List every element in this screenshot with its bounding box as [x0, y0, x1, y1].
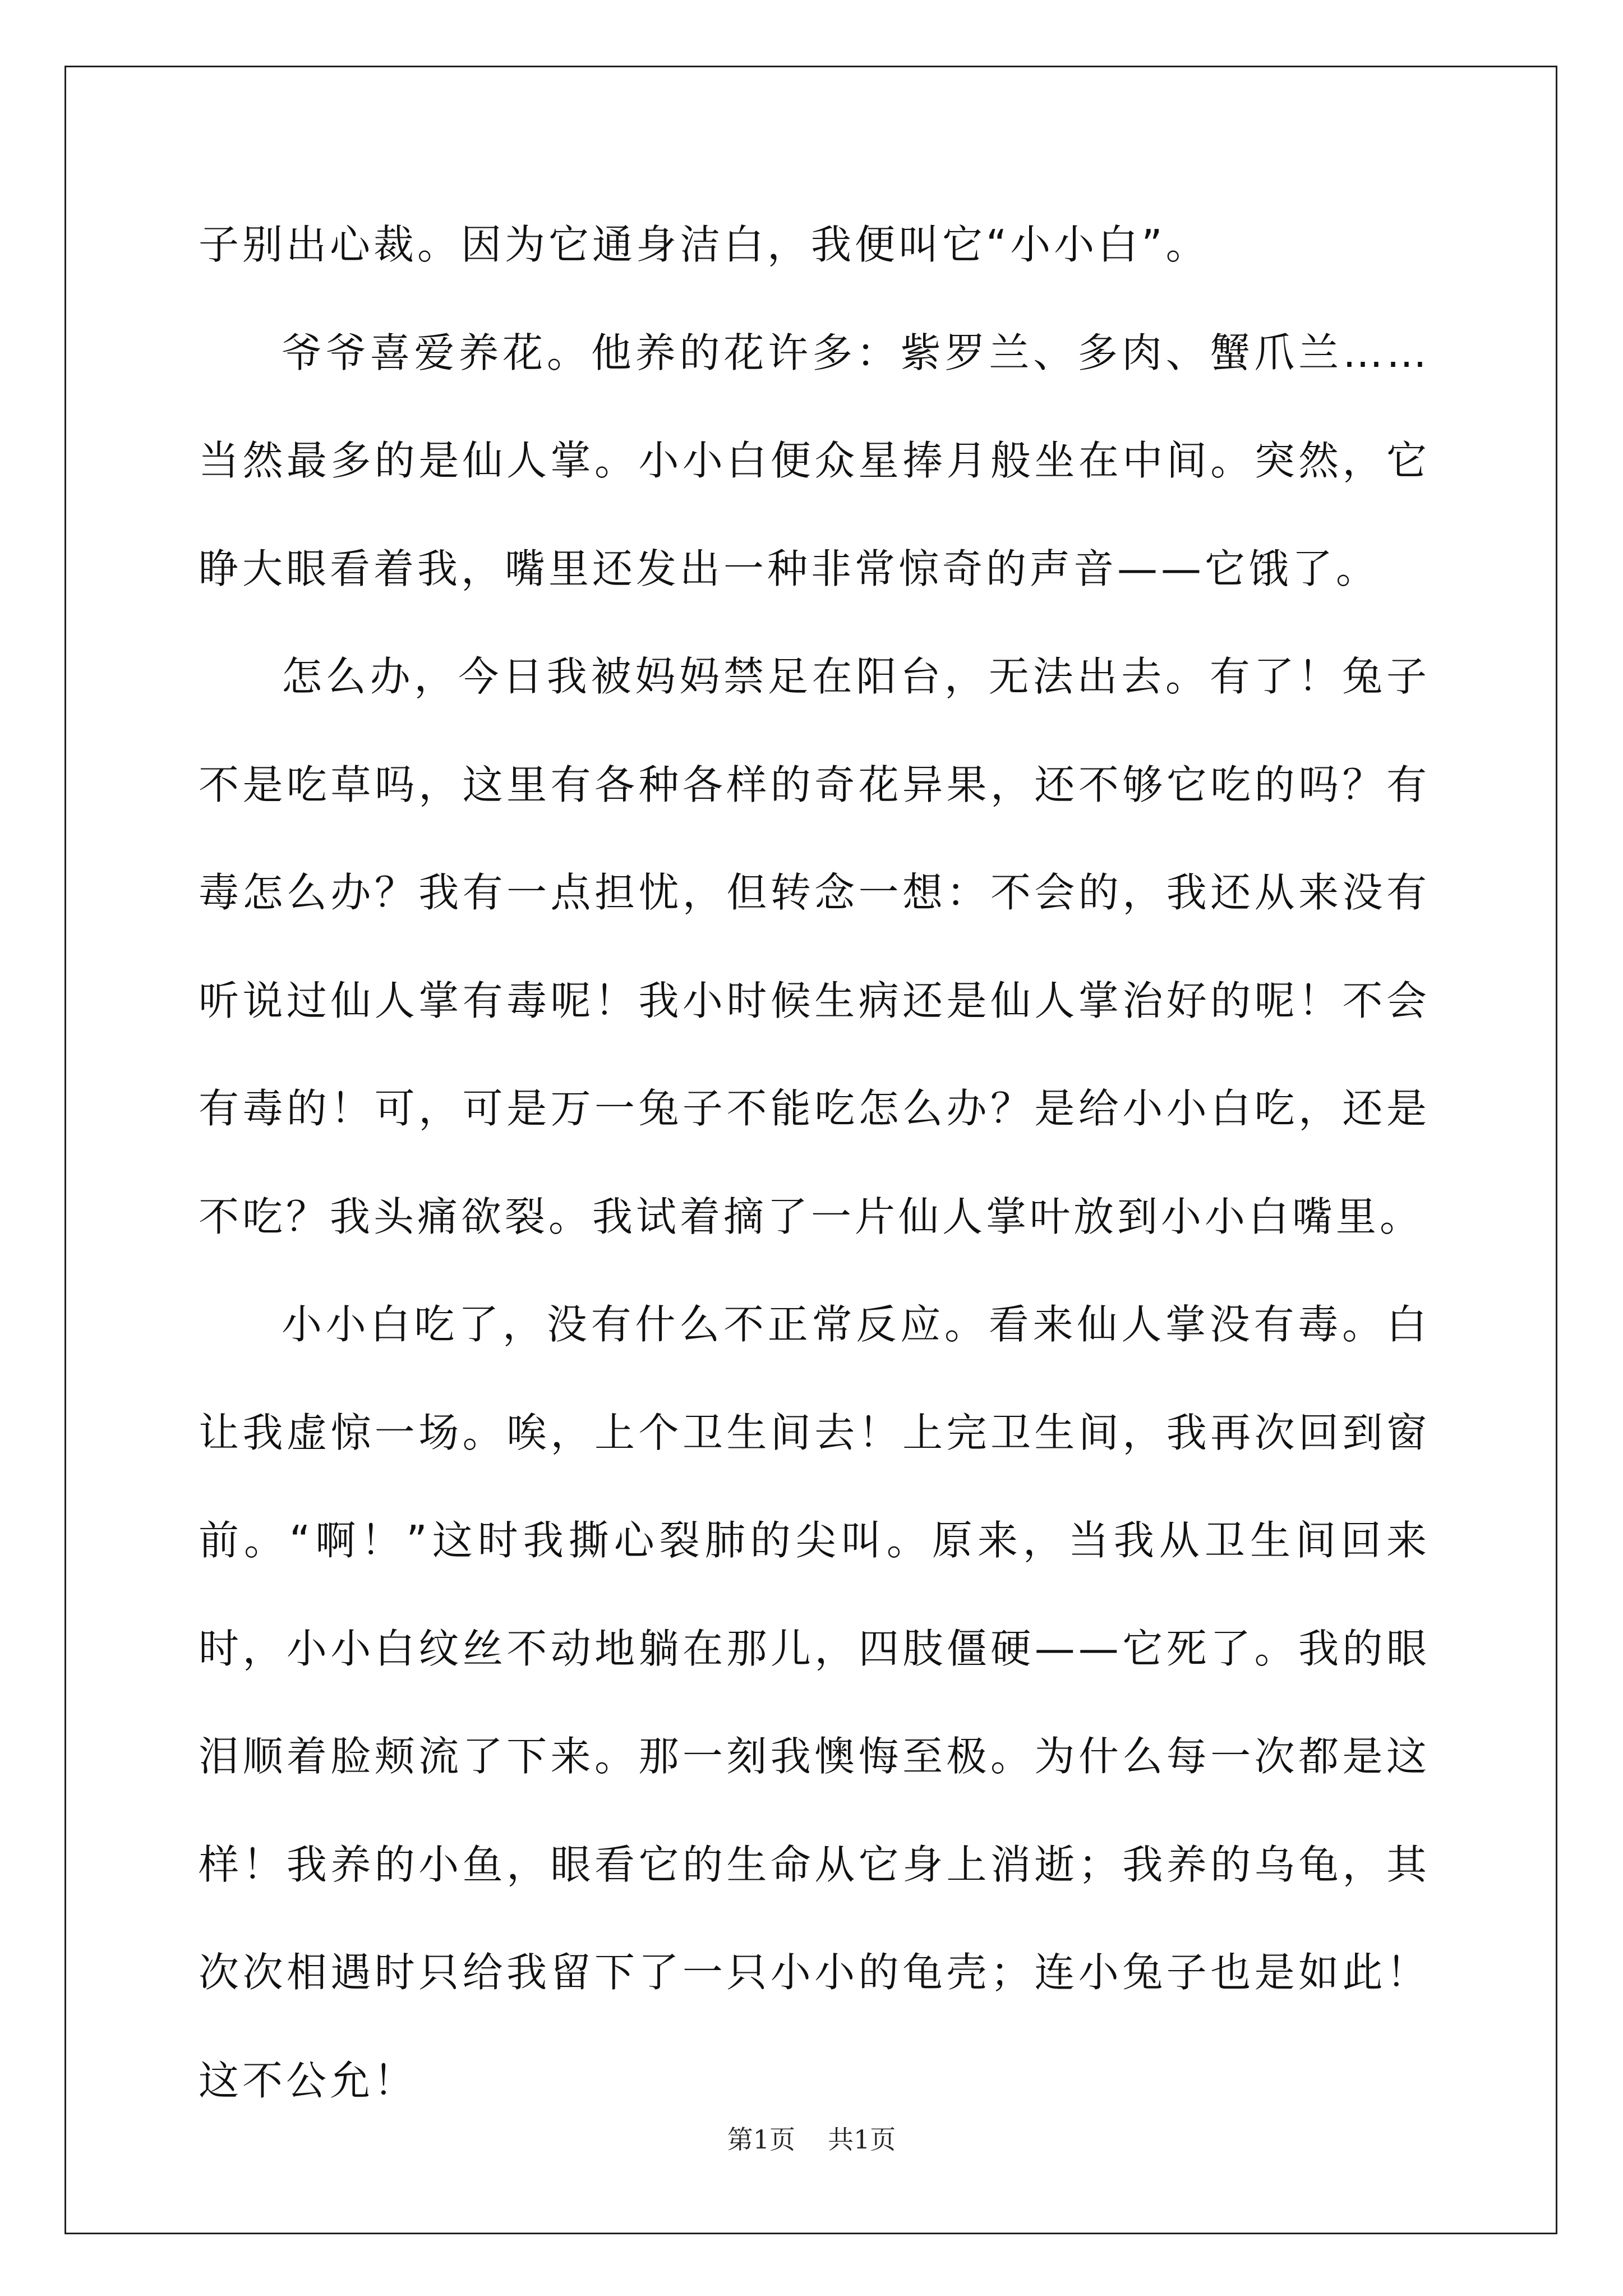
page-footer [0, 2119, 1623, 2156]
document-body [199, 191, 1430, 2134]
paragraph-3: 怎么办，今日我被妈妈禁足在阳台，无法出去。有了！兔子不是吃草吗，这里有各种各样的奇花异果，还不够它吃的吗？有毒怎么办？我有一点担忧，但转念一想：不会的，我还从来没有听说过仙人掌有毒呢！我小时候生病还是仙人掌治好的呢！不会有毒的！可，可是万一兔子不能吃怎么办？是给小小白吃，还是不吃？我头痛欲裂。我试着摘了一片仙人掌叶放到小小白嘴里。 [199, 653, 1430, 1240]
paragraph-4: 小小白吃了，没有什么不正常反应。看来仙人掌没有毒。白让我虚惊一场。唉，上个卫生间去！上完卫生间，我再次回到窗前。“啊！”这时我撕心裂肺的尖叫。原来，当我从卫生间回来时，小小白纹丝不动地躺在那儿，四肢僵硬——它死了。我的眼泪顺着脸颊流了下来。那一刻我懊悔至极。为什么每一次都是这样！我养的小鱼，眼看它的生命从它身上消逝；我养的乌龟，其次次相遇时只给我留下了一只小小的龟壳；连小兔子也是如此！这不公允！ [199, 1301, 1430, 2104]
page-number: 第1页 [727, 2124, 795, 2155]
page-total: 共1页 [828, 2124, 896, 2155]
paragraph-1: 子别出心裁。因为它通身洁白，我便叫它“小小白”。 [199, 221, 1210, 268]
paragraph-2: 爷爷喜爱养花。他养的花许多：紫罗兰、多肉、蟹爪兰……当然最多的是仙人掌。小小白便众星捧月般坐在中间。突然，它睁大眼看着我，嘴里还发出一种非常惊奇的声音——它饿了。 [199, 329, 1430, 592]
